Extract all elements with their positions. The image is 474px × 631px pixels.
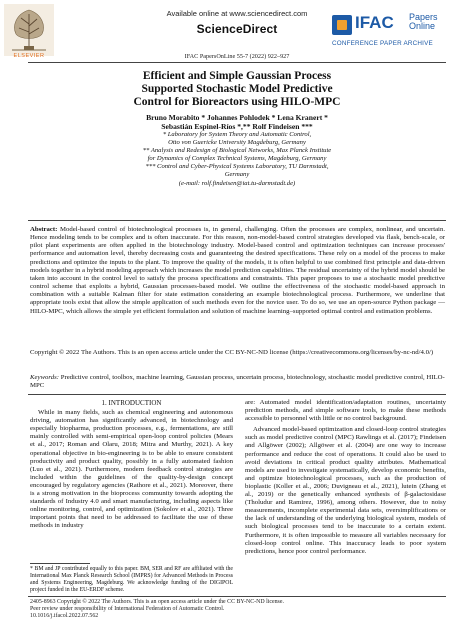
copyright-notice: Copyright © 2022 The Authors. This is an open access article under the CC BY-NC-ND license (https://creativecommons.org/licenses/by-nc-nd/4.0/) — [30, 349, 434, 356]
title-line: Supported Stochastic Model Predictive — [141, 83, 333, 96]
funding-footnote: * BM and JP contributed equally to this paper. BM, SER and RF are affiliated with the International Max Planck Research School (IMPRS) for Advanced Methods in Process and Systems Engineering, Magdeburg. We acknowledge funding of the DIGIPOL project funded in the EU-ERDF scheme. — [30, 566, 233, 593]
keywords-text: Predictive control, toolbox, machine learning, Gaussian process, uncertain process, biotechnology, stochastic model predictive control, HILO-MPC — [30, 374, 445, 390]
ifac-conference-archive: CONFERENCE PAPER ARCHIVE — [332, 40, 433, 47]
author-line: Bruno Morabito * Johannes Pohlodek * Lena Kranert * — [146, 113, 328, 122]
ifac-papers-word: Papers — [409, 12, 438, 22]
affiliation-line: ** Analysis and Redesign of Biological Networks, Max Planck Institute — [142, 147, 332, 155]
footer-line: Peer review under responsibility of International Federation of Automatic Control. — [30, 606, 225, 613]
sciencedirect-logo: ScienceDirect — [196, 22, 278, 36]
affiliation-line: for Dynamics of Complex Technical Systems, Magdeburg, Germany — [147, 155, 327, 163]
author-line: Sebastián Espinel-Ríos *,** Rolf Findeisen *** — [161, 122, 313, 131]
ifac-emblem-icon — [332, 15, 352, 35]
contact-email: (e-mail: rolf.findeisen@iat.tu-darmstadt.de) — [178, 179, 296, 187]
footer-rule — [28, 596, 446, 597]
ifac-wordmark: IFAC — [355, 13, 394, 32]
affiliation-line: Otto von Guericke University Magdeburg, Germany — [168, 139, 306, 147]
publisher-footer — [30, 599, 445, 620]
journal-citation: IFAC PapersOnLine 55-7 (2022) 922–927 — [184, 53, 290, 60]
intro-paragraph: While in many fields, such as chemical engineering and autonomous driving, automation has significantly advanced, in biotechnology and especially biopharma, production processes, e.g., fermentations, are still mainly controlled with semi-empirical open-loop control policies (Mears et al., 2017; Roman and Olaru, 2018; Mitra and Murthy, 2021). A key operational objective in bio-engineering is to be able to ensure consistent productivity and product quality, possibly in a fully automated fashion (Luo et al., 2021). Furthermore, modern feedback control strategies are included within the guidelines of the quality-by-design concept encouraged by regulatory agencies (Rathore et al., 2021). Moreover, there is a strong motivation in the bioprocess community towards adopting the standards of Industry 4.0 and smart manufacturing, including aspects like online monitoring, control, and optimization (Sokolov et al., 2021). Three important points that need to be addressed to facilitate the use of these methods in industry — [30, 409, 233, 530]
footnote-rule — [30, 563, 90, 564]
section-heading: 1. INTRODUCTION — [101, 399, 162, 407]
left-column — [30, 399, 233, 534]
elsevier-wordmark: ELSEVIER — [13, 53, 45, 59]
ifac-papers-online — [409, 13, 438, 31]
keywords — [30, 374, 445, 390]
abstract-text: Model-based control of biotechnological processes is, in general, challenging. Often the processes are complex, nonlinear, and uncertain. Hence modeling tends to be complex and is often inaccurate. For this reason, non-model-based control strategies developed via flask, bench-scale, or pilot plant experiments are often applied in the biotechnology industry. Model-based control and optimization techniques can increase processes' performance and automation level, thereby decreasing costs and guaranteeing the desired specifications. These rely on a model of the process to make predictions and optimize the inputs to the plant. To improve the quality of the models, it is often helpful to use combined first principle and data-driven models together in a hybrid modeling approach which increases the model prediction capabilities. The residual uncertainty of the hybrid model should be taken into account in the control level to satisfy the process specifications and constraints. This paper proposes to use a stochastic model predictive control scheme that exploits a hybrid, Gaussian processes-based model. We outline the effectiveness of the stochastic model-based approach in combination with a suitable Kalman filter for state estimation considering an example biotechnological process. Furthermore, we underline that appropriate tools exist that allow the simple application of such methods even for the novice user. To do so, we use an open-source Python package — HILO-MPC, which allows the simple yet efficient formulation and solution of machine learning–supported optimal control and estimation problems. — [30, 226, 446, 315]
keywords-label: Keywords: — [30, 374, 59, 381]
intro-paragraph-continued: are: Automated model identification/adaptation routines, uncertainty prediction methods, and simple software tools, to make these methods accessible to personnel with little or no control background. — [245, 399, 446, 423]
abstract — [30, 226, 445, 316]
abstract-bottom-rule — [28, 394, 446, 395]
intro-paragraph: Advanced model-based optimization and closed-loop control strategies such as model predictive control (MPC) Rawlings et al. (2017); Findeisen and Allgöwer (2002); Allgöwer et al. (2004) are one way to increase performance and reduce the cost of operations. It could also be used to avoid deviations in critical product quality attributes. Mathematical models are used to investigate systematically, develop economic benefits, and optimize biotechnological processes, such as the production of bioplastic (Koller et al., 2006; Duvigneau et al., 2021), lutein (Zhang et al., 2019) or the genetically enhanced synthesis of β-galactosidase (Tholudur and Ramirez, 1996), among others. However, due to noisy measurements, incomplete experimental data sets, oversimplifications or the lack of understanding of the underlying biological system, models of such biological processes tend to be inaccurate to a certain extent. Furthermore, it is often impossible to measure all variables necessary for closed-loop control online. This inaccuracy leads to poor system predictions, hence poor control performance. — [245, 426, 446, 555]
author-list — [60, 113, 414, 131]
title-line: Control for Bioreactors using HILO-MPC — [133, 96, 341, 109]
abstract-label: Abstract: — [30, 226, 58, 233]
header-rule — [28, 62, 446, 63]
paper-title — [60, 70, 414, 110]
abstract-top-rule — [28, 220, 446, 221]
affiliation-line: * Laboratory for System Theory and Automatic Control, — [162, 131, 312, 138]
page-header — [0, 0, 474, 62]
affiliations — [50, 131, 424, 188]
title-line: Efficient and Simple Gaussian Process — [142, 70, 332, 82]
ifac-online-word: Online — [409, 21, 436, 31]
right-column — [245, 399, 446, 559]
affiliation-line: *** Control and Cyber-Physical Systems Laboratory, TU Darmstadt, — [145, 163, 329, 171]
affiliation-line: Germany — [224, 171, 250, 179]
available-online-text: Available online at www.sciencedirect.com — [166, 9, 308, 18]
doi-line: 10.1016/j.ifacol.2022.07.562 — [30, 613, 99, 620]
footer-line: 2405-8963 Copyright © 2022 The Authors. This is an open access article under the CC BY-NC-ND license. — [30, 599, 284, 605]
ifac-papersonline-logo — [332, 13, 468, 49]
